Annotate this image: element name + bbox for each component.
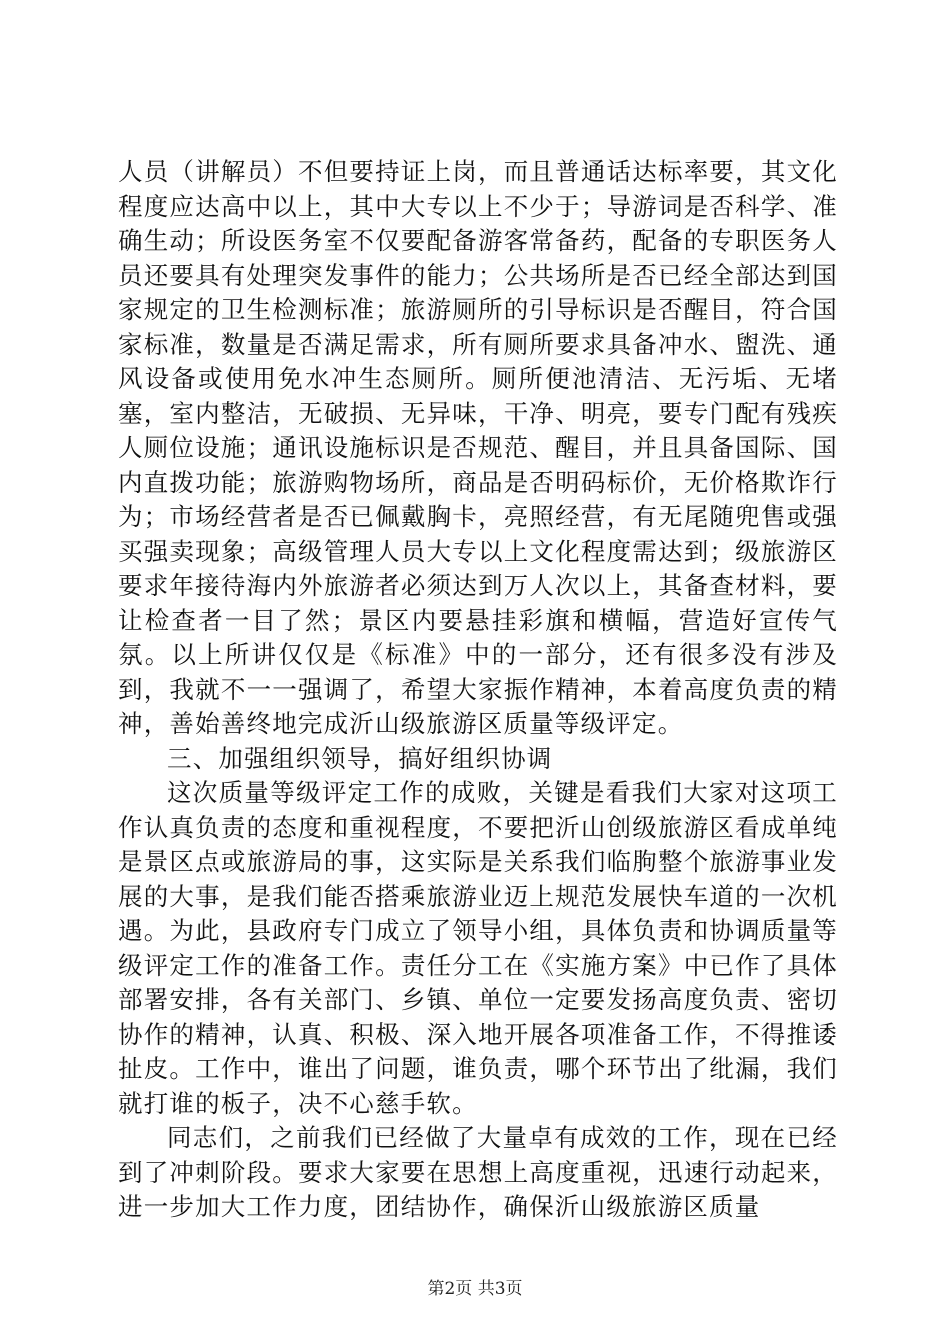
document-body — [118, 155, 838, 1225]
paragraph-4: 同志们，之前我们已经做了大量卓有成效的工作，现在已经到了冲刺阶段。要求大家要在思想上高度重视，迅速行动起来，进一步加大工作力度，团结协作，确保沂山级旅游区质量 — [118, 1123, 838, 1221]
paragraph-1: 人员（讲解员）不但要持证上岗，而且普通话达标率要，其文化程度应达高中以上，其中大专以上不少于；导游词是否科学、准确生动；所设医务室不仅要配备游客常备药，配备的专职医务人员还要具有处理突发事件的能力；公共场所是否已经全部达到国家规定的卫生检测标准；旅游厕所的引导标识是否醒目，符合国家标准，数量是否满足需求，所有厕所要求具备冲水、盥洗、通风设备或使用免水冲生态厕所。厕所便池清洁、无污垢、无堵塞，室内整洁，无破损、无异味，干净、明亮，要专门配有残疾人厕位设施；通讯设施标识是否规范、醒目，并且具备国际、国内直拨功能；旅游购物场所，商品是否明码标价，无价格欺诈行为；市场经营者是否已佩戴胸卡，亮照经营，有无尾随兜售或强买强卖现象；高级管理人员大专以上文化程度需达到；级旅游区要求年接待海内外旅游者必须达到万人次以上，其备查材料，要让检查者一目了然；景区内要悬挂彩旗和横幅，营造好宣传气氛。以上所讲仅仅是《标准》中的一部分，还有很多没有涉及到，我就不一一强调了，希望大家振作精神，本着高度负责的精神，善始善终地完成沂山级旅游区质量等级评定。 — [118, 157, 838, 738]
page-number-footer: 第2页 共3页 — [427, 1279, 523, 1299]
section-heading: 三、加强组织领导，搞好组织协调 — [167, 743, 553, 773]
paragraph-3: 这次质量等级评定工作的成败，关键是看我们大家对这项工作认真负责的态度和重视程度，不要把沂山创级旅游区看成单纯是景区点或旅游局的事，这实际是关系我们临朐整个旅游事业发展的大事，是我们能否搭乘旅游业迈上规范发展快车道的一次机遇。为此，县政府专门成立了领导小组，具体负责和协调质量等级评定工作的准备工作。责任分工在《实施方案》中已作了具体部署安排，各有关部门、乡镇、单位一定要发扬高度负责、密切协作的精神，认真、积极、深入地开展各项准备工作，不得推诿扯皮。工作中，谁出了问题，谁负责，哪个环节出了纰漏，我们就打谁的板子，决不心慈手软。 — [118, 778, 838, 1118]
